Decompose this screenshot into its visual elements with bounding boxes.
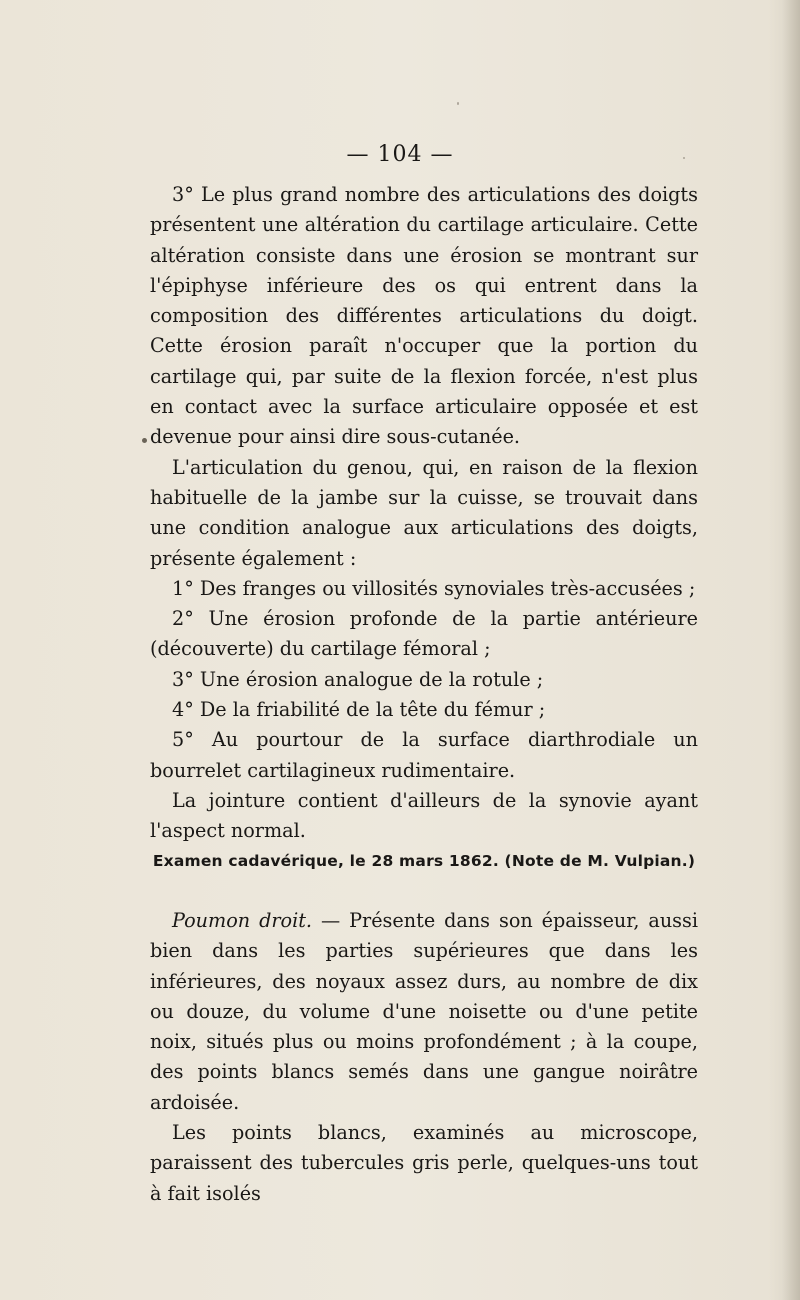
page-number: — 104 —: [346, 142, 454, 167]
page-edge-shadow: [782, 0, 800, 1300]
section-heading-autopsy: Examen cadavérique, le 28 mars 1862. (Note de M. Vulpian.): [152, 852, 696, 870]
list-item-4: 4° De la friabilité de la tête du fémur ;: [172, 698, 546, 722]
paragraph-microscope: Les points blancs, examinés au microscope, paraissent des tubercules gris perle, quelques-uns tout à fait isolés: [150, 1121, 698, 1205]
print-speck: [142, 438, 147, 443]
list-item-3: 3° Une érosion analogue de la rotule ;: [172, 667, 544, 691]
print-speck: [683, 157, 685, 159]
list-item-2: 2° Une érosion profonde de la partie antérieure (découverte) du cartilage fémoral ;: [150, 607, 698, 661]
right-lung-heading: Poumon droit.: [172, 909, 313, 932]
paragraph-synovia: La jointure contient d'ailleurs de la synovie ayant l'aspect normal.: [150, 788, 698, 843]
list-item-5: 5° Au pourtour de la surface diarthrodiale un bourrelet cartilagineux rudimentaire.: [150, 728, 698, 782]
body-text-lower: [150, 906, 698, 1209]
paragraph-finger-articulations: 3° Le plus grand nombre des articulations des doigts présentent une altération du cartilage articulaire. Cette altération consiste dans une érosion se montrant sur l'épiphyse inférieure des os qui entrent dans la composition des différentes articulations du doigt. Cette érosion paraît n'occuper que la portion du cartilage qui, par suite de la flexion forcée, n'est plus en contact avec la surface articulaire opposée et est devenue pour ainsi dire sous-cutanée.: [150, 183, 698, 449]
list-item-1: 1° Des franges ou villosités synoviales très-accusées ;: [172, 576, 696, 600]
body-text-upper: [150, 180, 698, 847]
print-speck: [457, 102, 459, 105]
paragraph-right-lung: [150, 906, 698, 1118]
right-lung-text: — Présente dans son épaisseur, aussi bien dans les parties supérieures que dans les inférieures, des noyaux assez durs, au nombre de dix ou douze, du volume d'une noisette ou d'une petite noix, situés plus ou moins profondément ; à la coupe, des points blancs semés dans une gangue noirâtre ardoisée.: [150, 909, 699, 1114]
paragraph-knee-articulation: L'articulation du genou, qui, en raison de la flexion habituelle de la jambe sur la cuisse, se trouvait dans une condition analogue aux articulations des doigts, présente également :: [150, 455, 698, 570]
